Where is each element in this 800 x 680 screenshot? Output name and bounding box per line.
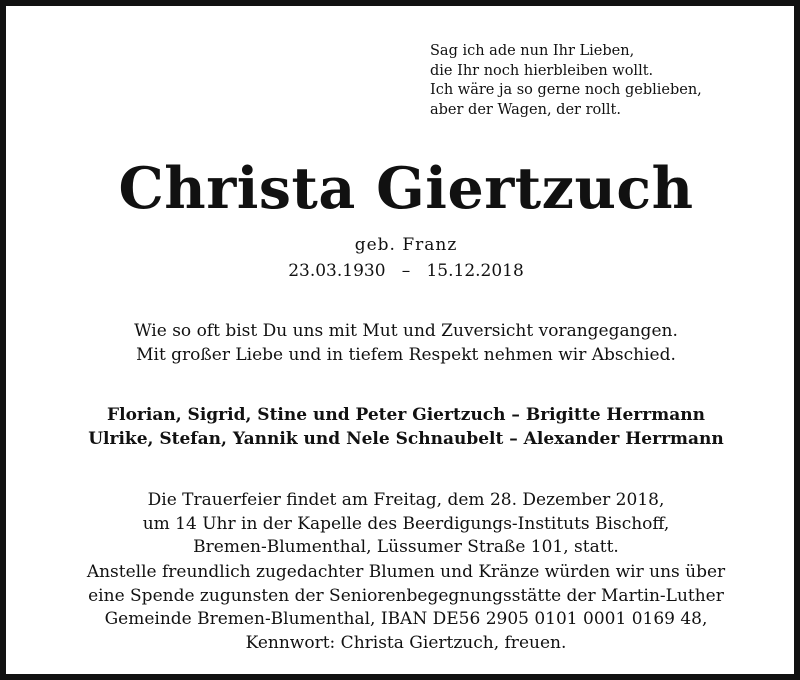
- farewell-text: [6, 320, 800, 367]
- donation-line: eine Spende zugunsten der Seniorenbegegnungsstätte der Martin-Luther: [88, 585, 724, 606]
- mourners-line: Florian, Sigrid, Stine und Peter Giertzuch – Brigitte Herrmann: [107, 405, 705, 425]
- poem-line: die Ihr noch hierbleiben wollt.: [430, 62, 654, 79]
- donation-request: [6, 561, 800, 655]
- poem-line: aber der Wagen, der rollt.: [430, 101, 621, 118]
- farewell-line: Wie so oft bist Du uns mit Mut und Zuversicht vorangegangen.: [134, 321, 678, 341]
- poem-line: Ich wäre ja so gerne noch geblieben,: [430, 82, 702, 98]
- deceased-name: Christa Giertzuch: [118, 155, 694, 222]
- service-line: um 14 Uhr in der Kapelle des Beerdigungs-Instituts Bischoff,: [142, 513, 670, 534]
- farewell-line: Mit großer Liebe und in tiefem Respekt nehmen wir Abschied.: [136, 344, 676, 365]
- funeral-service-info: [6, 489, 800, 560]
- service-line: Bremen-Blumenthal, Lüssumer Straße 101, statt.: [193, 537, 619, 557]
- service-line: Die Trauerfeier findet am Freitag, dem 28. Dezember 2018,: [147, 490, 665, 510]
- poem: [430, 42, 730, 120]
- mourners-line: Ulrike, Stefan, Yannik und Nele Schnaubelt – Alexander Herrmann: [88, 428, 724, 449]
- mourners-list: [6, 404, 800, 451]
- life-dates: 23.03.1930 – 15.12.2018: [288, 261, 524, 281]
- poem-line: Sag ich ade nun Ihr Lieben,: [430, 43, 635, 59]
- donation-line: Anstelle freundlich zugedachter Blumen und Kränze würden wir uns über: [86, 562, 726, 582]
- donation-line: Gemeinde Bremen-Blumenthal, IBAN DE56 2905 0101 0001 0169 48,: [104, 609, 708, 629]
- birth-name: geb. Franz: [354, 235, 458, 255]
- donation-line: Kennwort: Christa Giertzuch, freuen.: [245, 632, 567, 653]
